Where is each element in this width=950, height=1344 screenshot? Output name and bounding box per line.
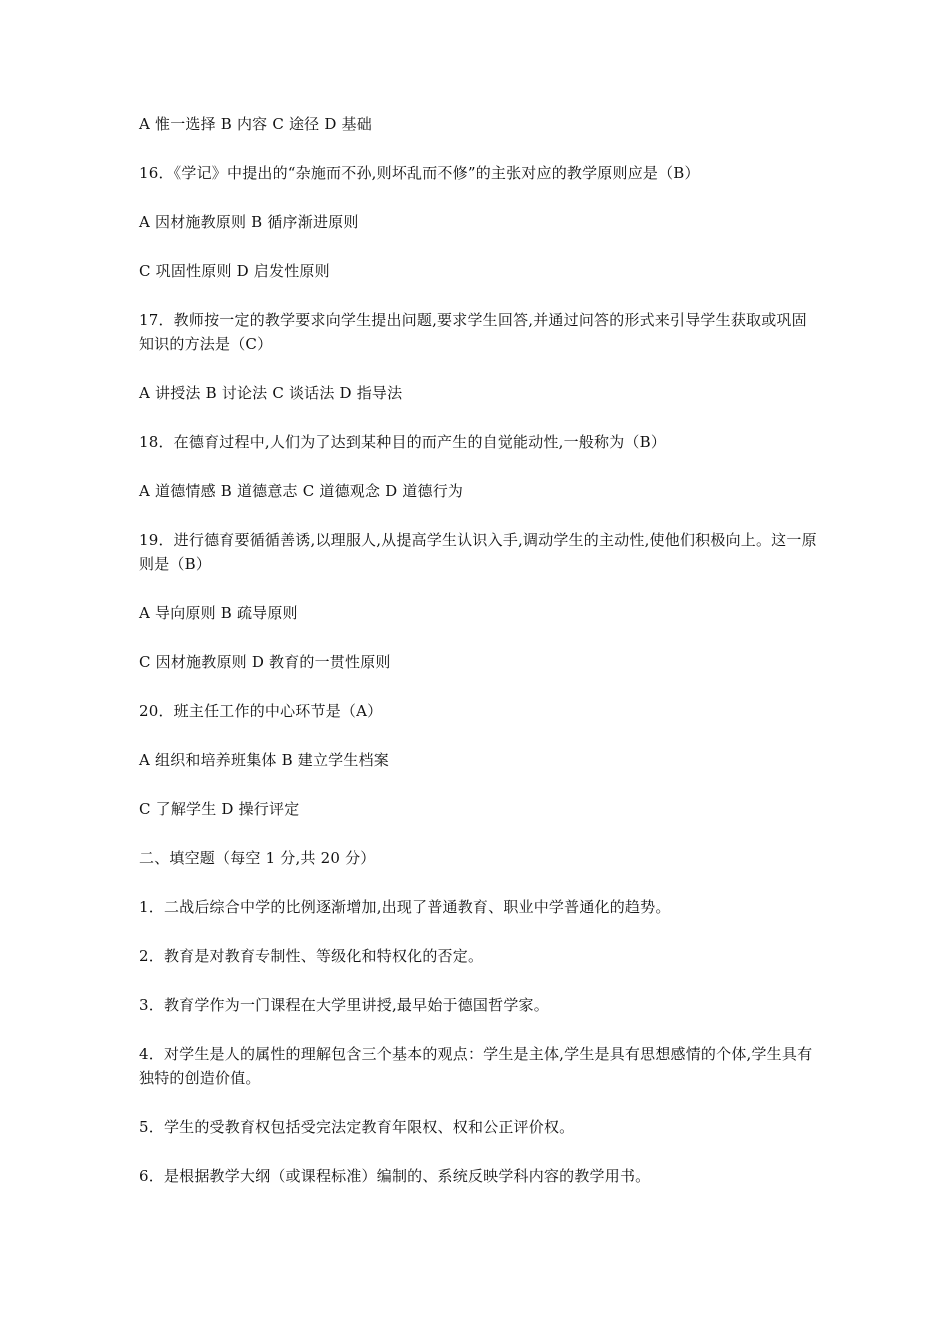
fill-blank-3: 3．教育学作为一门课程在大学里讲授,最早始于德国哲学家。 — [139, 996, 549, 1014]
question-18: 18．在德育过程中,人们为了达到某种目的而产生的自觉能动性,一般称为（B） — [139, 433, 667, 451]
option-line-q19-ab: A 导向原则 B 疏导原则 — [139, 604, 298, 622]
question-16: 16．《学记》中提出的“杂施而不孙,则坏乱而不修”的主张对应的教学原则应是（B） — [139, 164, 700, 182]
option-line-q20-cd: C 了解学生 D 操行评定 — [139, 800, 300, 818]
fill-blank-6: 6．是根据教学大纲（或课程标准）编制的、系统反映学科内容的教学用书。 — [139, 1167, 651, 1185]
fill-blank-1: 1．二战后综合中学的比例逐渐增加,出现了普通教育、职业中学普通化的趋势。 — [139, 898, 671, 916]
option-line-q16-ab: A 因材施教原则 B 循序渐进原则 — [139, 213, 359, 231]
question-19: 19．进行德育要循循善诱,以理服人,从提高学生认识入手,调动学生的主动性,使他们积极向上。这一原则是（B） — [139, 531, 817, 573]
fill-blank-2: 2．教育是对教育专制性、等级化和特权化的否定。 — [139, 947, 484, 965]
option-line-q20-ab: A 组织和培养班集体 B 建立学生档案 — [139, 751, 389, 769]
option-line-q16-cd: C 巩固性原则 D 启发性原则 — [139, 262, 330, 280]
document-page — [139, 112, 819, 1213]
option-line-q18: A 道德情感 B 道德意志 C 道德观念 D 道德行为 — [139, 482, 464, 500]
question-20: 20．班主任工作的中心环节是（A） — [139, 702, 383, 720]
section-heading-fill-blank: 二、填空题（每空 1 分,共 20 分） — [139, 849, 376, 867]
question-17: 17．教师按一定的教学要求向学生提出问题,要求学生回答,并通过问答的形式来引导学生获取或巩固知识的方法是（C） — [139, 311, 807, 353]
option-line-q15: A 惟一选择 B 内容 C 途径 D 基础 — [139, 115, 372, 133]
option-line-q17: A 讲授法 B 讨论法 C 谈话法 D 指导法 — [139, 384, 403, 402]
option-line-q19-cd: C 因材施教原则 D 教育的一贯性原则 — [139, 653, 391, 671]
fill-blank-5: 5．学生的受教育权包括受完法定教育年限权、权和公正评价权。 — [139, 1118, 575, 1136]
fill-blank-4: 4．对学生是人的属性的理解包含三个基本的观点：学生是主体,学生是具有思想感情的个体,学生具有独特的创造价值。 — [139, 1045, 813, 1087]
